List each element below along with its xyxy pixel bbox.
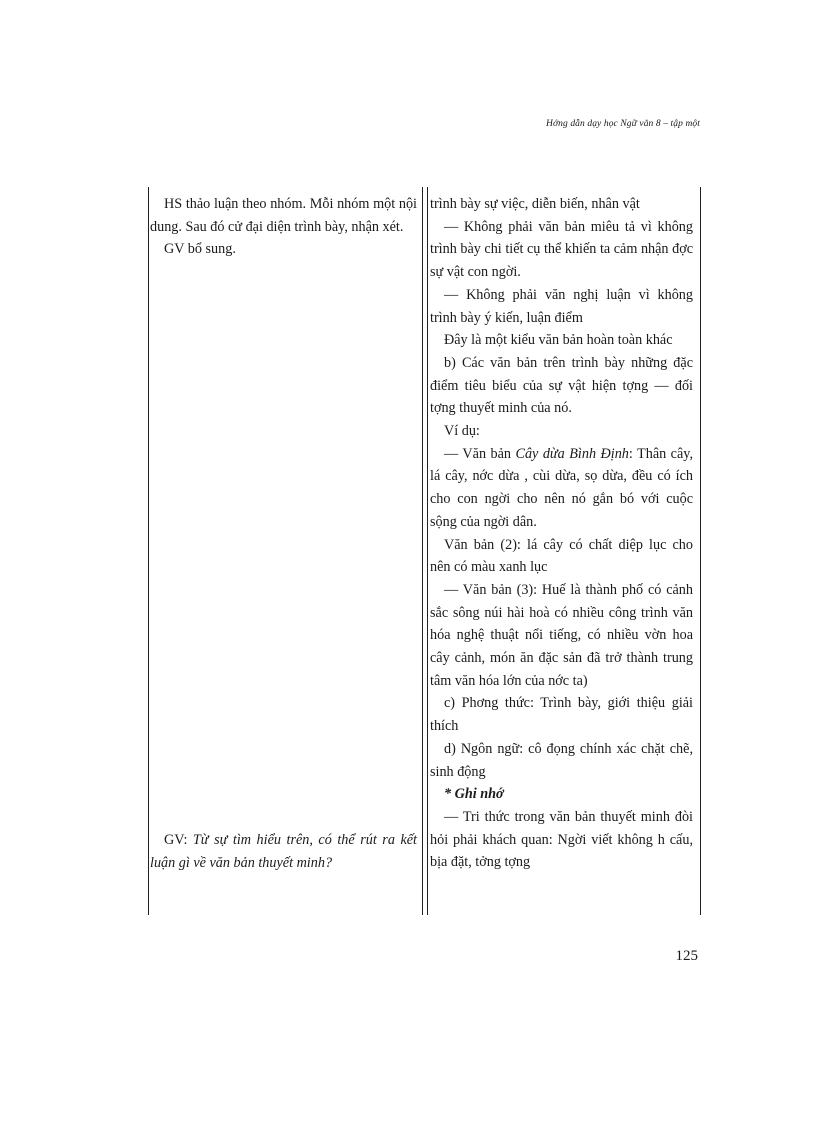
right-line-7 xyxy=(430,443,693,534)
right-line-1: trình bày sự việc, diễn biến, nhân vật xyxy=(430,196,640,212)
center-divider-line xyxy=(422,187,423,915)
right-line-13: — Tri thức trong văn bản thuyết minh đòi hỏi phải khách quan: Ngời viết không h cấu, bịa đặt, tởng tợng xyxy=(430,808,693,871)
l7-title: Cây dừa Bình Định xyxy=(515,445,629,462)
left-border-line xyxy=(148,187,149,915)
right-line-3: — Không phải văn nghị luận vì không trình bày ý kiến, luận điểm xyxy=(430,286,693,326)
right-line-10: c) Phơng thức: Trình bày, giới thiệu giải thích xyxy=(430,695,693,735)
left-paragraph-2: GV bổ sung. xyxy=(164,241,236,258)
running-header: Hớng dẫn dạy học Ngữ văn 8 – tập một xyxy=(546,119,700,129)
right-column xyxy=(430,193,693,874)
right-line-8: Văn bản (2): lá cây có chất diệp lục cho nên có màu xanh lục xyxy=(430,536,693,576)
center-divider-line-2 xyxy=(427,187,428,915)
ghi-nho-heading xyxy=(430,783,693,806)
left-column xyxy=(150,193,417,871)
l7-rest: : Thân cây, lá cây, nớc dừa , cùi dừa, sọ dừa, đều có ích cho con ngời cho nên nó gắn bó với cuộc sộng của ngời dân. xyxy=(430,445,693,530)
gv-question-text: Từ sự tìm hiểu trên, có thể rút ra kết luận gì về văn bản thuyết minh? xyxy=(150,832,417,871)
right-line-11: d) Ngôn ngữ: cô đọng chính xác chặt chẽ, sinh động xyxy=(430,740,693,780)
l7-prefix: — Văn bản xyxy=(444,445,516,462)
right-line-2: — Không phải văn bản miêu tả vì không trình bày chi tiết cụ thể khiến ta cảm nhận đợc sự vật con ngời. xyxy=(430,218,693,281)
gv-question xyxy=(150,829,417,874)
right-border-line xyxy=(700,187,701,915)
ghi-nho-label: * Ghi nhớ xyxy=(444,786,504,803)
gv-prefix: GV: xyxy=(164,832,193,848)
right-line-6: Ví dụ: xyxy=(444,423,480,440)
right-line-9: — Văn bản (3): Huế là thành phố có cảnh sắc sông núi hài hoà có nhiều công trình văn hóa nghệ thuật nổi tiếng, có nhiều vờn hoa cây cảnh, món ăn đặc sản đã trở thành trung tâm văn hóa lớn của nớc ta) xyxy=(430,581,693,689)
left-paragraph-1: HS thảo luận theo nhóm. Mỗi nhóm một nội dung. Sau đó cử đại diện trình bày, nhận xét. xyxy=(150,196,417,235)
page-number: 125 xyxy=(675,948,698,964)
right-line-5: b) Các văn bản trên trình bày những đặc điểm tiêu biểu của sự vật hiện tợng — đối tợng thuyết minh của nó. xyxy=(430,354,693,417)
right-line-4: Đây là một kiểu văn bản hoàn toàn khác xyxy=(444,332,673,349)
